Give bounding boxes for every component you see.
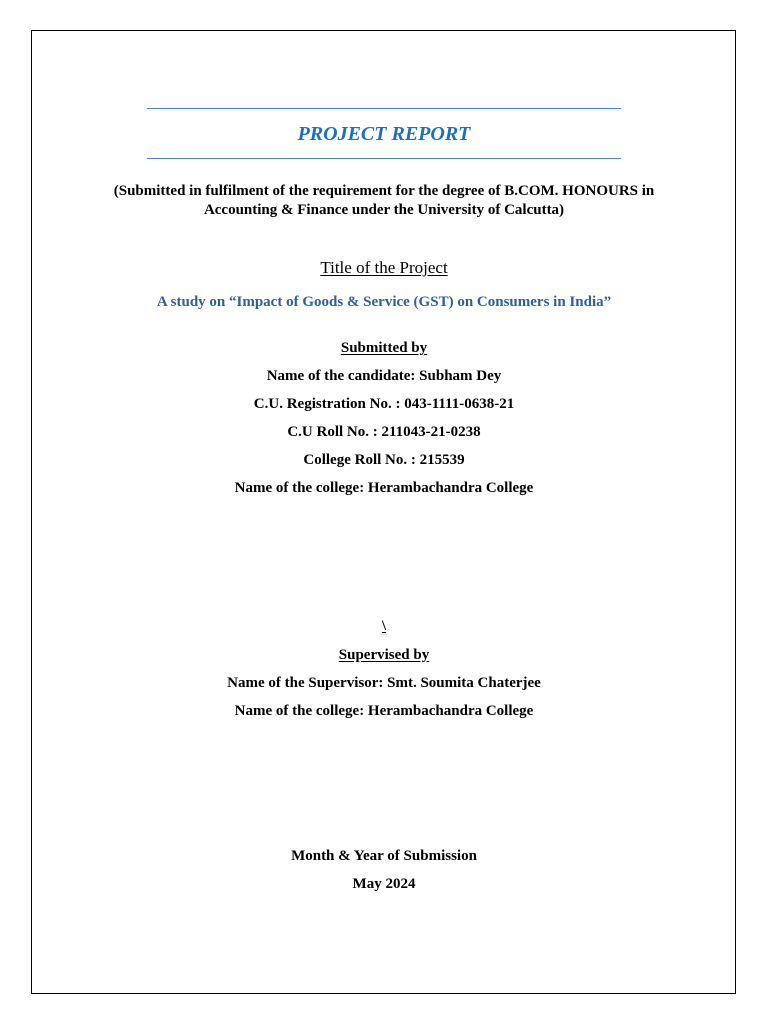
submission-note-line-1: (Submitted in fulfilment of the requirement for the degree of B.COM. HONOURS in bbox=[113, 183, 655, 199]
project-title-heading: Title of the Project bbox=[320, 258, 448, 277]
title-rule-top bbox=[147, 108, 621, 109]
separator-mark: \ bbox=[381, 618, 387, 634]
submitted-by-heading: Submitted by bbox=[340, 340, 428, 356]
submission-date: May 2024 bbox=[352, 876, 416, 892]
title-rule-bottom bbox=[147, 158, 621, 159]
report-title: PROJECT REPORT bbox=[297, 123, 471, 145]
candidate-college: Name of the college: Herambachandra College bbox=[234, 480, 534, 496]
candidate-name: Name of the candidate: Subham Dey bbox=[266, 368, 502, 384]
cu-roll-number: C.U Roll No. : 211043-21-0238 bbox=[287, 424, 481, 440]
supervisor-name: Name of the Supervisor: Smt. Soumita Chaterjee bbox=[227, 675, 541, 691]
submission-note bbox=[0, 182, 768, 220]
supervised-by-heading: Supervised by bbox=[338, 647, 430, 663]
project-title: A study on “Impact of Goods & Service (GST) on Consumers in India” bbox=[156, 294, 612, 310]
registration-number: C.U. Registration No. : 043-1111-0638-21 bbox=[253, 396, 515, 412]
submission-date-label: Month & Year of Submission bbox=[291, 848, 477, 864]
supervisor-college: Name of the college: Herambachandra College bbox=[234, 703, 534, 719]
college-roll-number: College Roll No. : 215539 bbox=[303, 452, 465, 468]
submission-note-line-2: Accounting & Finance under the University of Calcutta) bbox=[203, 202, 565, 218]
